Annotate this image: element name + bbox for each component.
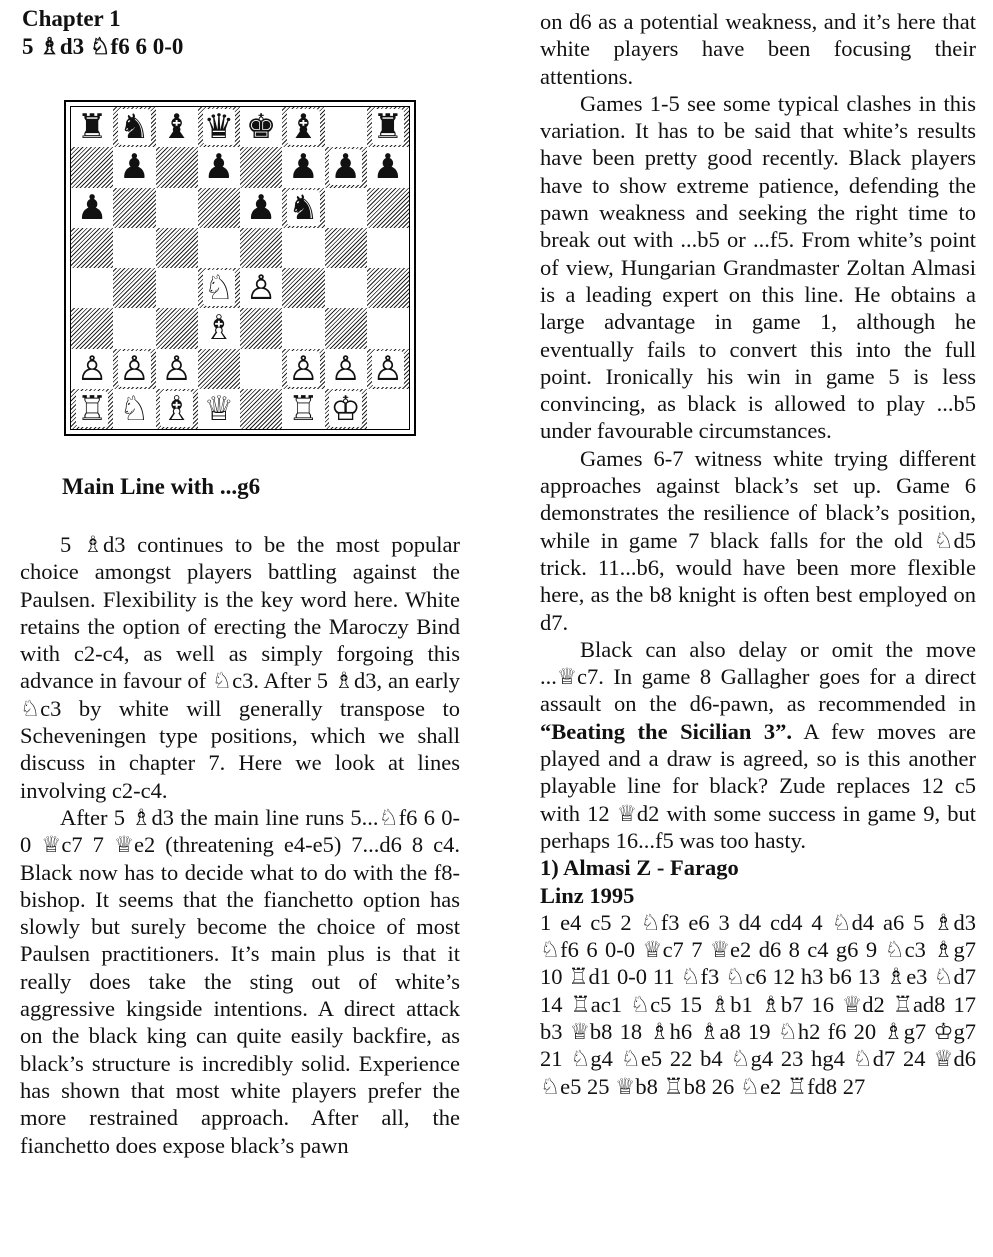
chess-diagram: [64, 100, 416, 436]
square-h7: [367, 147, 409, 187]
piece-b2: ♙: [119, 348, 150, 389]
piece-a6: ♟: [76, 187, 108, 228]
square-c3: [156, 308, 198, 348]
square-g7: [325, 147, 367, 187]
square-e6: [240, 188, 282, 228]
square-a5: [71, 228, 113, 268]
square-c6: [156, 188, 198, 228]
piece-b1: ♘: [119, 388, 150, 429]
piece-e8: ♚: [245, 107, 277, 148]
paragraph: Games 6-7 witness white trying different approaches against black’s set up. Game 6 demonstrates the resilience of black’s position, while in game 7 black falls for the old ♘d5 trick. 11...b6, would have been more flexible here, as the b8 knight is often best employed on d7.: [540, 445, 976, 635]
piece-d3: ♗: [203, 308, 235, 349]
square-d6: [198, 188, 240, 228]
section-title: Main Line with ...g6: [62, 474, 261, 499]
square-b5: [113, 228, 155, 268]
square-a4: [71, 268, 113, 308]
square-c7: [156, 147, 198, 187]
piece-e6: ♟: [245, 187, 277, 228]
square-f7: [282, 147, 324, 187]
square-g3: [325, 308, 367, 348]
square-e7: [240, 147, 282, 187]
paragraph: [540, 636, 976, 854]
piece-h2: ♙: [372, 348, 404, 389]
square-e3: [240, 308, 282, 348]
piece-a2: ♙: [76, 348, 108, 389]
book-reference: “Beating the Sicilian 3”.: [540, 718, 793, 744]
square-f4: [282, 268, 324, 308]
square-a6: [71, 188, 113, 228]
square-a8: [71, 107, 113, 147]
text-run: Black can also delay or omit the move ...♕c7. In game 8 Gallagher goes for a direct assault on the d6-pawn, as recommended in: [540, 636, 976, 717]
square-f1: [282, 389, 324, 429]
left-column: [20, 531, 460, 1159]
square-e5: [240, 228, 282, 268]
square-f8: [282, 107, 324, 147]
square-e8: [240, 107, 282, 147]
piece-a8: ♜: [76, 107, 108, 148]
square-f6: [282, 188, 324, 228]
square-g4: [325, 268, 367, 308]
square-c4: [156, 268, 198, 308]
paragraph: After 5 ♗d3 the main line runs 5...♘f6 6 0-0 ♕c7 7 ♕e2 (threatening e4-e5) 7...d6 8 c4. Black now has to decide what to do with the f8-bishop. It seems that the fianchetto option has slowly but surely become the choice of most Paulsen practitioners. It’s main plus is that it really does take the sting out of white’s aggressive kingside intentions. A direct attack on the black king can quite easily backfire, as black’s structure is incredibly solid. Experience has shown that most white players prefer the more restrained approach. After all, the fianchetto does expose black’s pawn: [20, 804, 460, 1158]
square-b3: [113, 308, 155, 348]
piece-g1: ♔: [330, 388, 361, 429]
square-h5: [367, 228, 409, 268]
square-c8: [156, 107, 198, 147]
square-e2: [240, 349, 282, 389]
piece-g2: ♙: [330, 348, 361, 389]
paragraph: on d6 as a potential weakness, and it’s here that white players have been focusing their attentions.: [540, 9, 976, 89]
square-g2: [325, 349, 367, 389]
square-g1: [325, 389, 367, 429]
piece-d4: ♘: [203, 268, 235, 309]
piece-g7: ♟: [330, 147, 361, 188]
square-a3: [71, 308, 113, 348]
piece-d7: ♟: [203, 147, 235, 188]
right-column: [540, 8, 976, 1100]
piece-a1: ♖: [76, 388, 108, 429]
chapter-subtitle: 5 ♗d3 ♘f6 6 0-0: [22, 34, 184, 59]
square-c5: [156, 228, 198, 268]
square-h4: [367, 268, 409, 308]
piece-f1: ♖: [288, 388, 319, 429]
square-d3: [198, 308, 240, 348]
piece-d8: ♛: [203, 107, 235, 148]
square-d5: [198, 228, 240, 268]
game-heading: [540, 854, 976, 909]
square-b1: [113, 389, 155, 429]
piece-f8: ♝: [288, 107, 319, 148]
square-g5: [325, 228, 367, 268]
piece-c2: ♙: [161, 348, 192, 389]
square-h6: [367, 188, 409, 228]
square-d8: [198, 107, 240, 147]
square-b6: [113, 188, 155, 228]
piece-b7: ♟: [119, 147, 150, 188]
piece-f7: ♟: [288, 147, 319, 188]
piece-h8: ♜: [372, 107, 404, 148]
square-h8: [367, 107, 409, 147]
piece-h7: ♟: [372, 147, 404, 188]
paragraph: Games 1-5 see some typical clashes in this variation. It has to be said that white’s results have been pretty good recently. Black players have to show extreme patience, defending the pawn weakness and seeking the right time to break out with ...b5 or ...f5. From white’s point of view, Hungarian Grandmaster Zoltan Almasi is a leading expert on this line. He obtains a large advantage in game 1, although he eventually fails to convert this into the full point. Ironically his win in game 5 is less convincing, as black is allowed to play ...b5 under favourable circumstances.: [540, 90, 976, 444]
piece-e4: ♙: [245, 268, 277, 309]
piece-f6: ♞: [288, 187, 319, 228]
square-a1: [71, 389, 113, 429]
square-h2: [367, 349, 409, 389]
square-g6: [325, 188, 367, 228]
piece-c1: ♗: [161, 388, 192, 429]
square-f3: [282, 308, 324, 348]
square-h1: [367, 389, 409, 429]
square-a7: [71, 147, 113, 187]
square-b4: [113, 268, 155, 308]
square-h3: [367, 308, 409, 348]
square-d1: [198, 389, 240, 429]
piece-d1: ♕: [203, 388, 235, 429]
square-b8: [113, 107, 155, 147]
chess-board: [70, 106, 410, 430]
square-f2: [282, 349, 324, 389]
square-c1: [156, 389, 198, 429]
piece-b8: ♞: [119, 107, 150, 148]
text-run: A few moves are played and a draw is agreed, so is this another playable line for black? Zude replaces 12 c5 with 12 ♕d2 with some success in game 9, but perhaps 16...f5 was too hasty.: [540, 718, 976, 853]
square-f5: [282, 228, 324, 268]
game-players: 1) Almasi Z - Farago: [540, 855, 739, 881]
square-b7: [113, 147, 155, 187]
chapter-title: Chapter 1: [22, 6, 121, 31]
piece-f2: ♙: [288, 348, 319, 389]
square-a2: [71, 349, 113, 389]
paragraph: 5 ♗d3 continues to be the most popular choice amongst players battling against the Paulsen. Flexibility is the key word here. White retains the option of erecting the Maroczy Bind with c2-c4, as well as simply forgoing this advance in favour of ♘c3. After 5 ♗d3, an early ♘c3 by white will generally transpose to Scheveningen type positions, which we shall discuss in chapter 7. Here we look at lines involving c2-c4.: [20, 532, 460, 803]
piece-c8: ♝: [161, 107, 192, 148]
square-c2: [156, 349, 198, 389]
square-e4: [240, 268, 282, 308]
game-moves: 1 e4 c5 2 ♘f3 e6 3 d4 cd4 4 ♘d4 a6 5 ♗d3 ♘f6 6 0-0 ♕c7 7 ♕e2 d6 8 c4 g6 9 ♘c3 ♗g7 10 ♖d1 0-0 11 ♘f3 ♘c6 12 h3 b6 13 ♗e3 ♘d7 14 ♖ac1 ♘c5 15 ♗b1 ♗b7 16 ♕d2 ♖ad8 17 b3 ♕b8 18 ♗h6 ♗a8 19 ♘h2 f6 20 ♗g7 ♔g7 21 ♘g4 ♘e5 22 b4 ♘g4 23 hg4 ♘d7 24 ♕d6 ♘e5 25 ♕b8 ♖b8 26 ♘e2 ♖fd8 27: [540, 909, 976, 1099]
square-e1: [240, 389, 282, 429]
square-g8: [325, 107, 367, 147]
game-event: Linz 1995: [540, 882, 635, 908]
square-d7: [198, 147, 240, 187]
square-d2: [198, 349, 240, 389]
chapter-heading: [22, 5, 183, 61]
square-d4: [198, 268, 240, 308]
square-b2: [113, 349, 155, 389]
